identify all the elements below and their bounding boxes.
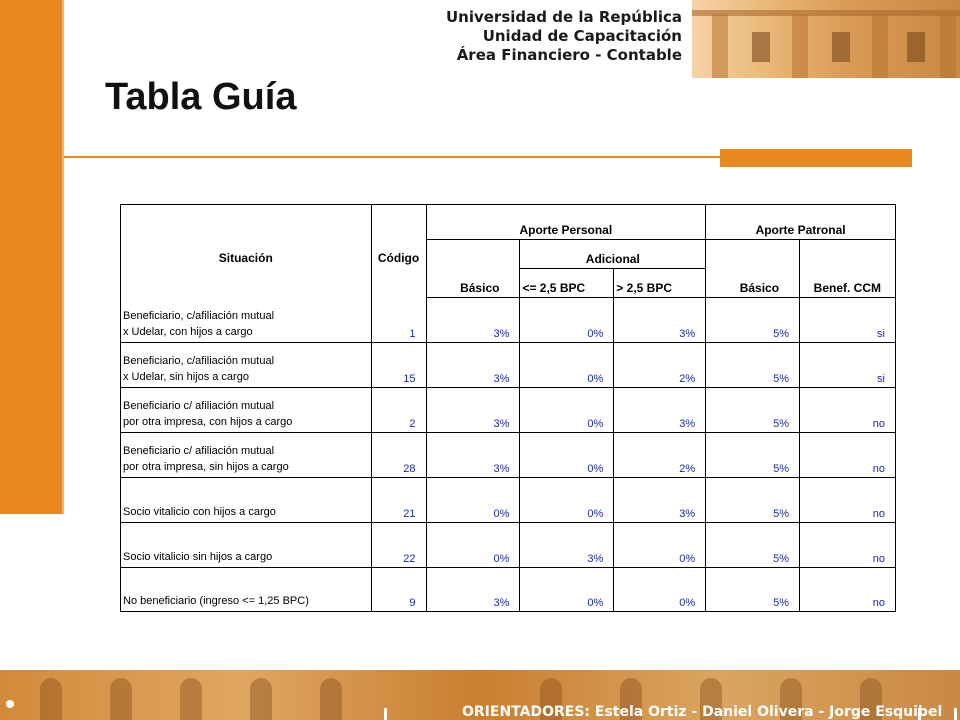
cell-benef-ccm: no	[800, 388, 896, 433]
cell-situacion	[121, 433, 372, 478]
header-le-2-5-bpc: <= 2,5 BPC	[520, 269, 614, 298]
guide-table	[120, 204, 896, 612]
header-basico-personal: Básico	[426, 269, 520, 298]
situacion-line-1: Beneficiario c/ afiliación mutual	[123, 400, 275, 412]
cell-le-2-5-bpc: 3%	[520, 523, 614, 568]
cell-basico-personal: 3%	[426, 568, 520, 612]
header-basico-patronal: Básico	[706, 269, 800, 298]
cell-codigo: 2	[371, 388, 426, 433]
situacion-line-2: por otra impresa, sin hijos a cargo	[123, 461, 289, 473]
cell-situacion	[121, 388, 372, 433]
situacion-line-2: No beneficiario (ingreso <= 1,25 BPC)	[123, 595, 309, 607]
cell-situacion	[121, 343, 372, 388]
left-accent-bar	[0, 0, 64, 514]
cell-codigo: 1	[371, 298, 426, 343]
header-aporte-patronal: Aporte Patronal	[706, 205, 896, 240]
cell-codigo: 9	[371, 568, 426, 612]
cell-benef-ccm: no	[800, 478, 896, 523]
cell-gt-2-5-bpc: 3%	[614, 388, 706, 433]
cell-le-2-5-bpc: 0%	[520, 478, 614, 523]
cell-basico-personal: 3%	[426, 343, 520, 388]
situacion-line-2: Socio vitalicio con hijos a cargo	[123, 506, 276, 518]
header-building-photo	[692, 0, 960, 78]
cell-basico-patronal: 5%	[706, 478, 800, 523]
situacion-line-2: por otra impresa, con hijos a cargo	[123, 416, 293, 428]
cell-basico-patronal: 5%	[706, 568, 800, 612]
cell-situacion	[121, 568, 372, 612]
situacion-line-1: Beneficiario, c/afiliación mutual	[123, 355, 275, 367]
cell-basico-personal: 3%	[426, 298, 520, 343]
table-row	[121, 388, 896, 433]
cell-benef-ccm: no	[800, 568, 896, 612]
institution-line-1: Universidad de la República	[445, 8, 682, 26]
footer-tick	[384, 708, 387, 720]
cell-basico-patronal: 5%	[706, 433, 800, 478]
header-benef-ccm: Benef. CCM	[800, 269, 896, 298]
cell-gt-2-5-bpc: 0%	[614, 523, 706, 568]
cell-codigo: 22	[371, 523, 426, 568]
cell-basico-patronal: 5%	[706, 298, 800, 343]
cell-le-2-5-bpc: 0%	[520, 433, 614, 478]
cell-basico-patronal: 5%	[706, 388, 800, 433]
cell-codigo: 15	[371, 343, 426, 388]
cell-benef-ccm: no	[800, 433, 896, 478]
cell-benef-ccm: no	[800, 523, 896, 568]
cell-codigo: 28	[371, 433, 426, 478]
cell-gt-2-5-bpc: 0%	[614, 568, 706, 612]
header-gt-2-5-bpc: > 2,5 BPC	[614, 269, 706, 298]
page-title: Tabla Guía	[105, 76, 297, 118]
institution-line-2: Unidad de Capacitación	[482, 27, 682, 45]
situacion-line-1: Beneficiario c/ afiliación mutual	[123, 445, 275, 457]
cell-benef-ccm: si	[800, 343, 896, 388]
footer-dot	[6, 700, 14, 708]
cell-gt-2-5-bpc: 2%	[614, 343, 706, 388]
footer-credits: ORIENTADORES: Estela Ortiz - Daniel Olivera - Jorge Esquibel	[462, 704, 943, 720]
cell-codigo: 21	[371, 478, 426, 523]
header-aporte-personal: Aporte Personal	[426, 205, 706, 240]
cell-gt-2-5-bpc: 3%	[614, 478, 706, 523]
cell-gt-2-5-bpc: 2%	[614, 433, 706, 478]
cell-situacion	[121, 523, 372, 568]
table-row	[121, 478, 896, 523]
situacion-line-1: Beneficiario, c/afiliación mutual	[123, 310, 275, 322]
header-codigo: Código	[371, 205, 426, 298]
cell-basico-patronal: 5%	[706, 343, 800, 388]
cell-basico-personal: 3%	[426, 433, 520, 478]
table-row	[121, 298, 896, 343]
situacion-line-2: x Udelar, con hijos a cargo	[123, 326, 253, 338]
cell-situacion	[121, 478, 372, 523]
cell-situacion	[121, 298, 372, 343]
table-row	[121, 568, 896, 612]
cell-le-2-5-bpc: 0%	[520, 298, 614, 343]
situacion-line-2: x Udelar, sin hijos a cargo	[123, 371, 249, 383]
cell-benef-ccm: si	[800, 298, 896, 343]
cell-le-2-5-bpc: 0%	[520, 343, 614, 388]
table-row	[121, 433, 896, 478]
cell-gt-2-5-bpc: 3%	[614, 298, 706, 343]
institution-line-3: Área Financiero - Contable	[456, 46, 682, 64]
header-situacion: Situación	[121, 205, 372, 298]
table-row	[121, 343, 896, 388]
institution-block	[446, 8, 682, 65]
cell-basico-patronal: 5%	[706, 523, 800, 568]
cell-basico-personal: 0%	[426, 523, 520, 568]
cell-le-2-5-bpc: 0%	[520, 388, 614, 433]
cell-basico-personal: 0%	[426, 478, 520, 523]
footer-tick	[954, 708, 957, 720]
title-accent-block	[720, 149, 912, 167]
header-adicional: Adicional	[520, 240, 706, 269]
table-row	[121, 523, 896, 568]
title-divider	[64, 156, 720, 158]
cell-le-2-5-bpc: 0%	[520, 568, 614, 612]
situacion-line-2: Socio vitalicio sin hijos a cargo	[123, 551, 273, 563]
cell-basico-personal: 3%	[426, 388, 520, 433]
